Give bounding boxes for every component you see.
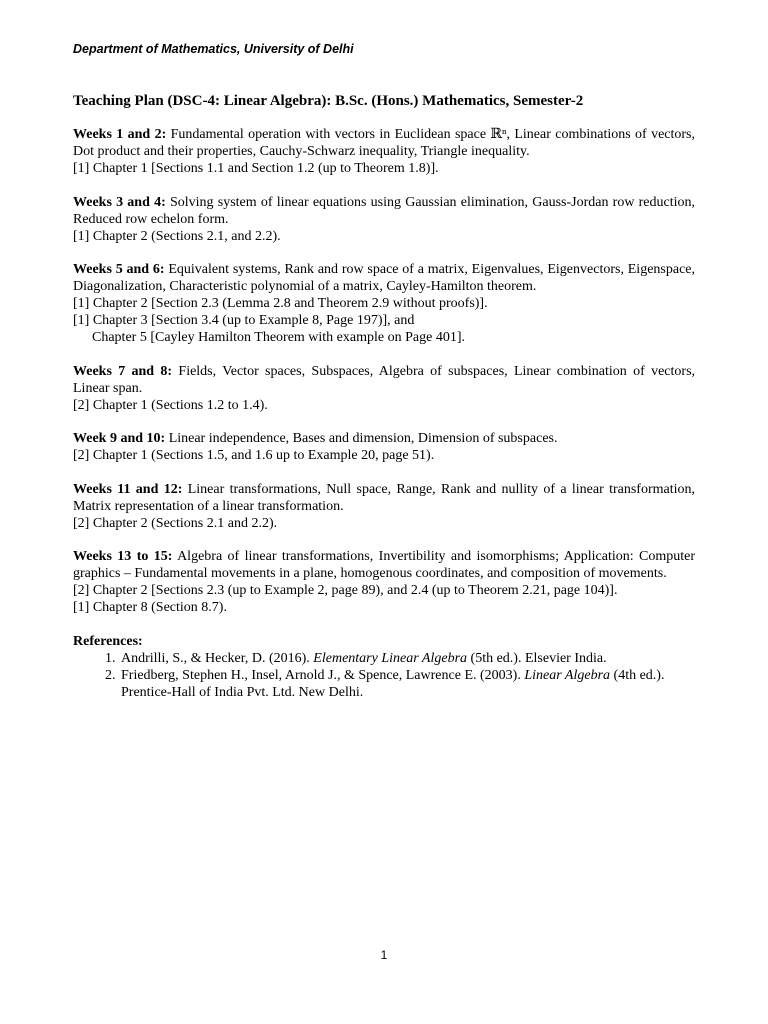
section-label: Weeks 11 and 12: [73,481,183,497]
section-weeks-5-6 [73,261,695,346]
section-reading: [1] Chapter 2 [Section 2.3 (Lemma 2.8 and Theorem 2.9 without proofs)]. [73,296,488,311]
section-topics: Equivalent systems, Rank and row space of a matrix, Eigenvalues, Eigenvectors, Eigenspace, Diagonalization, Characteristic polynomial of a matrix, Cayley-Hamilton theorem. [73,262,696,294]
section-label: Weeks 5 and 6: [73,262,165,277]
references-list [73,650,695,701]
section-reading-indented: Chapter 5 [Cayley Hamilton Theorem with example on Page 401]. [92,330,465,345]
section-reading: [1] Chapter 8 (Section 8.7). [73,600,227,615]
section-topics: Fields, Vector spaces, Subspaces, Algebra of subspaces, Linear combination of vectors, Linear span. [73,363,696,396]
reference-item: 1. Andrilli, S., & Hecker, D. (2016). Elementary Linear Algebra (5th ed.). Elsevier India. [119,650,695,667]
section-weeks-11-12 [73,481,695,532]
section-reading: [1] Chapter 2 (Sections 2.1, and 2.2). [73,228,281,244]
section-weeks-9-10 [73,430,695,464]
section-topics: Fundamental operation with vectors in Euclidean space ℝⁿ, Linear combinations of vectors, Dot product and their properties, Cauchy-Schwarz inequality, Triangle inequality. [73,127,696,159]
section-weeks-1-2 [73,126,695,177]
section-reading: [2] Chapter 2 (Sections 2.1 and 2.2). [73,515,278,531]
page-number: 1 [380,948,388,962]
reference-title: Linear Algebra [524,667,611,683]
section-reading: [1] Chapter 3 [Section 3.4 (up to Example 8, Page 197)], and [73,313,415,328]
section-topics: Algebra of linear transformations, Invertibility and isomorphisms; Application: Computer graphics – Fundamental movements in a plane, homogenous coordinates, and composition of movements. [73,549,696,581]
reference-title: Elementary Linear Algebra [313,650,468,666]
reference-item: 2. Friedberg, Stephen H., Insel, Arnold J., & Spence, Lawrence E. (2003). Linear Algebra (4th ed.). Prentice-Hall of India Pvt. Ltd. New Delhi. [119,667,695,701]
section-reading: [2] Chapter 2 [Sections 2.3 (up to Example 2, page 89), and 2.4 (up to Theorem 2.21, page 104)]. [73,583,618,598]
section-topics: Linear independence, Bases and dimension, Dimension of subspaces. [168,431,558,446]
section-weeks-13-15 [73,548,695,616]
section-label: Weeks 7 and 8: [73,363,173,379]
section-reading: [2] Chapter 1 (Sections 1.5, and 1.6 up to Example 20, page 51). [73,448,435,463]
section-weeks-3-4 [73,194,695,245]
section-weeks-7-8 [73,363,695,414]
section-label: Week 9 and 10: [73,431,166,446]
section-topics: Solving system of linear equations using Gaussian elimination, Gauss-Jordan row reduction, Reduced row echelon form. [73,194,696,227]
document-body [73,126,695,701]
section-reading: [2] Chapter 1 (Sections 1.2 to 1.4). [73,397,268,413]
section-topics: Linear transformations, Null space, Range, Rank and nullity of a linear transformation, Matrix representation of a linear transformation. [73,481,696,514]
section-label: Weeks 3 and 4: [73,194,166,210]
department-header: Department of Mathematics, University of Delhi [73,42,354,56]
references-heading: References: [73,633,143,649]
references [73,633,695,701]
section-label: Weeks 1 and 2: [73,127,167,142]
section-reading: [1] Chapter 1 [Sections 1.1 and Section 1.2 (up to Theorem 1.8)]. [73,161,439,176]
page-title: Teaching Plan (DSC-4: Linear Algebra): B.Sc. (Hons.) Mathematics, Semester-2 [73,93,584,109]
section-label: Weeks 13 to 15: [73,549,173,564]
